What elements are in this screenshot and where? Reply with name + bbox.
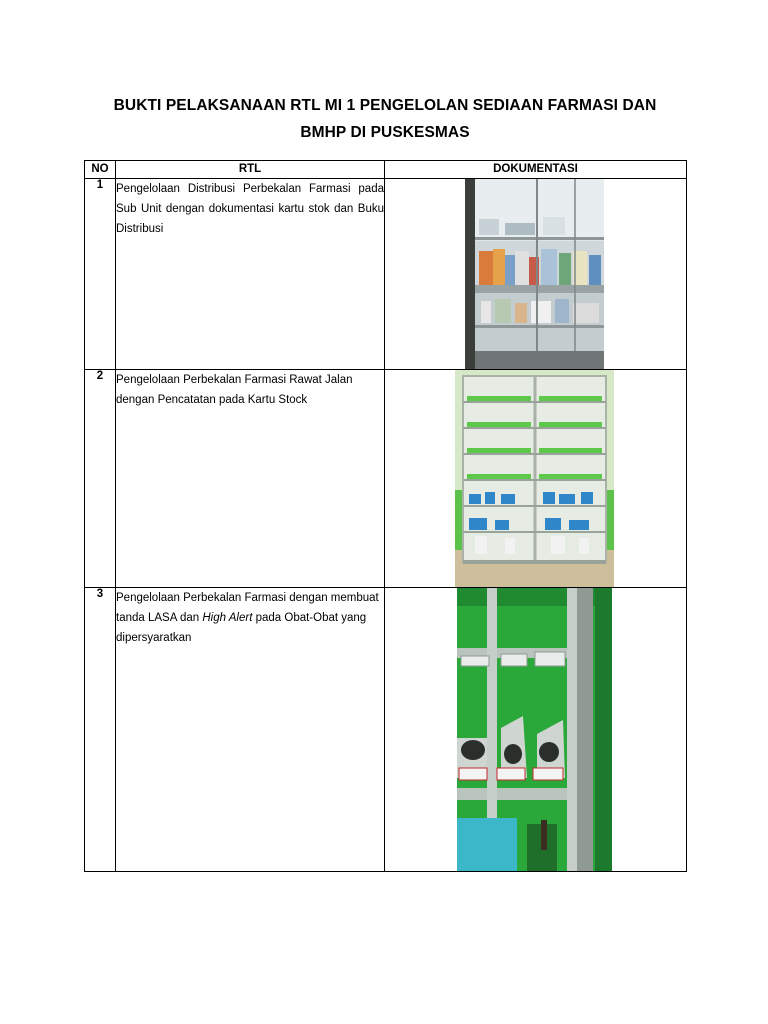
title-line-2: BMHP DI PUSKESMAS <box>300 124 470 141</box>
header-documentation: DOKUMENTASI <box>385 161 687 179</box>
rtl-text <box>116 588 385 872</box>
outpatient-medicine-rack-photo <box>455 370 614 587</box>
row-number: 2 <box>85 370 116 588</box>
high-alert-text: High Alert <box>202 612 253 624</box>
title-line-1: BUKTI PELAKSANAAN RTL MI 1 PENGELOLAN SEDIAAN FARMASI DAN <box>113 97 657 114</box>
rtl-text-content <box>116 592 379 644</box>
rtl-text-part: Pengelolaan Perbekalan Farmasi dengan membuat tanda LASA dan <box>116 592 379 624</box>
rtl-text-part: pada Obat-Obat yang dipersyaratkan <box>116 612 367 644</box>
table-row <box>85 588 687 872</box>
lasa-high-alert-shelf-photo <box>457 588 612 871</box>
row-number: 3 <box>85 588 116 872</box>
documentation-cell <box>385 588 687 872</box>
rtl-documentation-table <box>84 160 687 872</box>
documentation-cell <box>385 179 687 370</box>
rtl-text <box>116 370 385 588</box>
table-row <box>85 370 687 588</box>
pharmacy-glass-cabinet-photo <box>465 179 604 369</box>
row-number: 1 <box>85 179 116 370</box>
rtl-text <box>116 179 385 370</box>
table-header-row <box>85 161 687 179</box>
header-no: NO <box>85 161 116 179</box>
rtl-text-content: Pengelolaan Perbekalan Farmasi Rawat Jalan dengan Pencatatan pada Kartu Stock <box>116 374 353 406</box>
table-row <box>85 179 687 370</box>
rtl-text-content: Pengelolaan Distribusi Perbekalan Farmasi pada Sub Unit dengan dokumentasi kartu stok dan Buku Distribusi <box>116 183 384 235</box>
header-rtl: RTL <box>116 161 385 179</box>
document-title <box>84 92 686 146</box>
documentation-cell <box>385 370 687 588</box>
